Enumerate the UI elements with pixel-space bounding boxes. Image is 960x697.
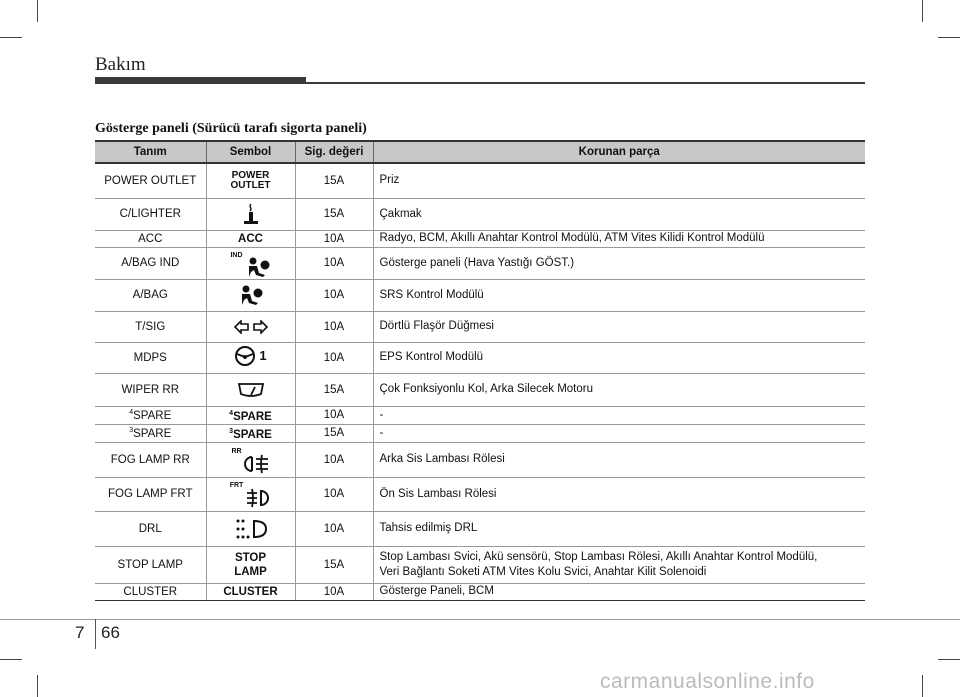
ind-tag: IND — [230, 252, 243, 259]
daytime-running-light-icon — [234, 517, 268, 541]
cluster-symbol — [206, 583, 295, 600]
crop-line — [0, 619, 960, 620]
fuse-rating: 10A — [295, 442, 373, 477]
fuse-name: MDPS — [95, 342, 206, 373]
fuse-name: CLUSTER — [95, 583, 206, 600]
protected-component: Çakmak — [373, 198, 865, 230]
airbag-icon — [238, 284, 264, 306]
fuse-rating: 15A — [295, 373, 373, 406]
turn-signal-icon — [234, 320, 268, 334]
protected-component: - — [373, 424, 865, 442]
spare-symbol: $^3$SPARE — [206, 424, 295, 442]
table-row — [95, 198, 865, 230]
front-fog-symbol — [206, 477, 295, 511]
fuse-rating: 10A — [295, 477, 373, 511]
fuse-name: FOG LAMP RR — [95, 442, 206, 477]
fuse-name: WIPER RR — [95, 373, 206, 406]
fuse-rating: 10A — [295, 406, 373, 424]
drl-symbol — [206, 511, 295, 546]
crop-mark — [37, 675, 38, 697]
table-row — [95, 342, 865, 373]
crop-mark — [922, 675, 923, 697]
mdps-number: 1 — [259, 348, 267, 363]
protected-component: Priz — [373, 163, 865, 198]
fuse-rating: 15A — [295, 198, 373, 230]
crop-mark — [0, 659, 22, 660]
crop-mark — [938, 37, 960, 38]
chapter-number: 7 — [75, 623, 85, 642]
table-row — [95, 247, 865, 279]
fuse-rating: 15A — [295, 546, 373, 583]
table-row — [95, 406, 865, 424]
turn-signal-symbol — [206, 311, 295, 342]
watermark: carmanualsonline.info — [600, 670, 815, 693]
protected-component: Gösterge paneli (Hava Yastığı GÖST.) — [373, 247, 865, 279]
table-row — [95, 546, 865, 583]
fuse-name: A/BAG — [95, 279, 206, 311]
table-row — [95, 511, 865, 546]
protected-component: Dörtlü Flaşör Düğmesi — [373, 311, 865, 342]
protected-line: Stop Lambası Svici, Akü sensörü, Stop Lambası Rölesi, Akıllı Anahtar Kontrol Modülü, — [379, 550, 818, 563]
fuse-name: A/BAG IND — [95, 247, 206, 279]
rear-fog-lamp-icon — [244, 452, 270, 476]
power-outlet-text: POWER OUTLET — [230, 169, 271, 191]
fuse-rating: 10A — [295, 311, 373, 342]
protected-component: Ön Sis Lambası Rölesi — [373, 477, 865, 511]
fuse-rating: 10A — [295, 247, 373, 279]
fuse-name: $^3$SPARE — [95, 424, 206, 442]
protected-component: EPS Kontrol Modülü — [373, 342, 865, 373]
cluster-text: CLUSTER — [223, 585, 278, 598]
protected-component: Arka Sis Lambası Rölesi — [373, 442, 865, 477]
protected-component: SRS Kontrol Modülü — [373, 279, 865, 311]
section-title: Bakım — [95, 54, 146, 75]
fuse-rating: 15A — [295, 424, 373, 442]
protected-component: - — [373, 406, 865, 424]
table-subtitle: Gösterge paneli (Sürücü tarafı sigorta paneli) — [95, 121, 367, 136]
crop-mark — [37, 0, 38, 22]
table-row — [95, 477, 865, 511]
power-outlet-symbol — [206, 163, 295, 198]
cigar-lighter-icon — [206, 198, 295, 230]
fuse-rating: 10A — [295, 342, 373, 373]
fuse-name: FOG LAMP FRT — [95, 477, 206, 511]
fuse-rating: 10A — [295, 511, 373, 546]
stop-lamp-symbol — [206, 546, 295, 583]
table-header-row — [95, 141, 865, 163]
protected-component: Gösterge Paneli, BCM — [373, 583, 865, 600]
steering-symbol — [206, 342, 295, 373]
airbag-indicator-icon — [245, 256, 271, 278]
fuse-name: STOP LAMP — [95, 546, 206, 583]
protected-component: Tahsis edilmiş DRL — [373, 511, 865, 546]
steering-wheel-icon — [234, 345, 258, 367]
column-header: Korunan parça — [373, 141, 865, 163]
airbag-indicator-symbol — [206, 247, 295, 279]
title-rule-thick — [95, 77, 306, 84]
fuse-rating: 10A — [295, 279, 373, 311]
fuse-table — [95, 140, 865, 601]
fuse-rating: 10A — [295, 583, 373, 600]
fuse-rating: 15A — [295, 163, 373, 198]
crop-mark — [938, 659, 960, 660]
acc-text: ACC — [238, 232, 263, 245]
rear-wiper-icon — [237, 380, 265, 400]
crop-mark — [0, 37, 22, 38]
rr-tag: RR — [231, 447, 242, 455]
column-header: Tanım — [95, 141, 206, 163]
fuse-name: POWER OUTLET — [95, 163, 206, 198]
rear-fog-symbol — [206, 442, 295, 477]
fuse-name: T/SIG — [95, 311, 206, 342]
airbag-symbol — [206, 279, 295, 311]
title-rule-thin — [306, 82, 865, 84]
table-row — [95, 279, 865, 311]
spare-symbol: $^4$SPARE — [206, 406, 295, 424]
protected-line: Veri Bağlantı Soketi ATM Vites Kolu Svici, Anahtar Kilit Solenoidi — [379, 565, 707, 578]
crop-mark — [922, 0, 923, 22]
fuse-name: DRL — [95, 511, 206, 546]
table-row — [95, 583, 865, 600]
page-number-divider — [95, 619, 96, 649]
acc-symbol — [206, 230, 295, 247]
table-row — [95, 163, 865, 198]
protected-component: Radyo, BCM, Akıllı Anahtar Kontrol Modülü, ATM Vites Kilidi Kontrol Modülü — [373, 230, 865, 247]
table-row — [95, 230, 865, 247]
protected-component: Çok Fonksiyonlu Kol, Arka Silecek Motoru — [373, 373, 865, 406]
column-header: Sig. değeri — [295, 141, 373, 163]
rear-wiper-symbol — [206, 373, 295, 406]
table-row — [95, 311, 865, 342]
page-number: 66 — [101, 623, 120, 642]
table-row — [95, 373, 865, 406]
fuse-name: ACC — [95, 230, 206, 247]
stop-lamp-text: STOP LAMP — [234, 551, 267, 578]
protected-component — [373, 546, 865, 583]
fuse-name: C/LIGHTER — [95, 198, 206, 230]
column-header: Sembol — [206, 141, 295, 163]
fuse-name: $^4$SPARE — [95, 406, 206, 424]
table-row — [95, 424, 865, 442]
front-fog-lamp-icon — [245, 486, 271, 510]
table-row — [95, 442, 865, 477]
fuse-rating: 10A — [295, 230, 373, 247]
frt-tag: FRT — [229, 482, 244, 489]
